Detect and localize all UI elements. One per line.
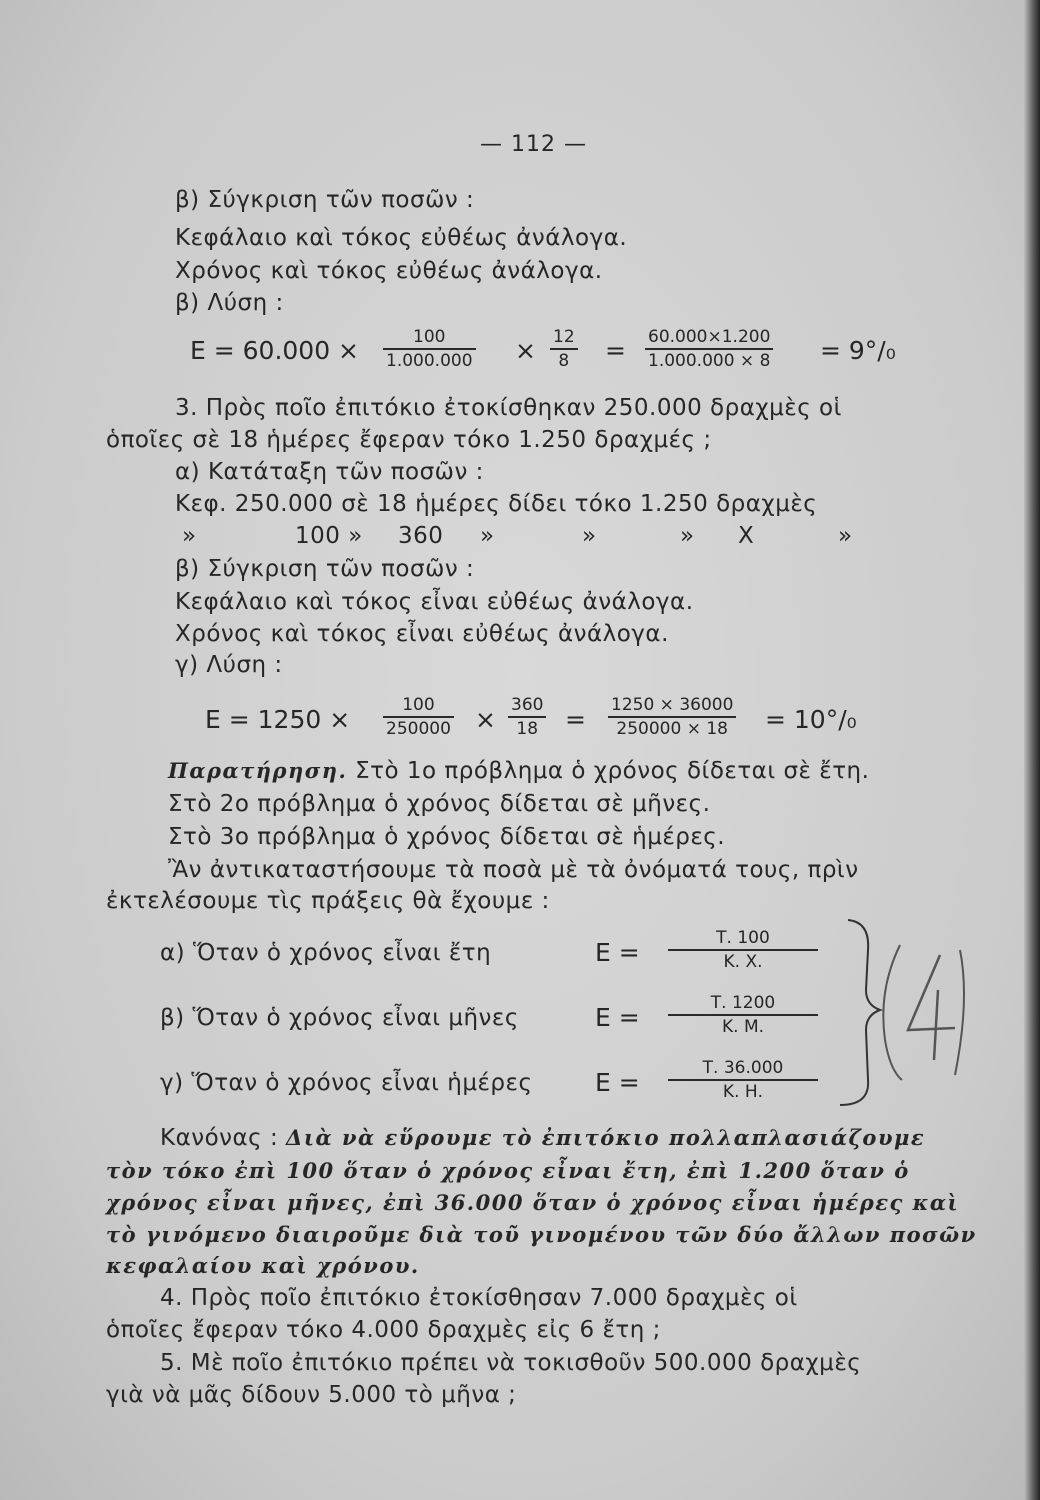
fraction (608, 695, 736, 739)
text-line: Στὸ 3ο πρόβλημα ὁ χρόνος δίδεται σὲ ἡμέρες. (168, 824, 726, 850)
rule-text: κεφαλαίου καὶ χρόνου. (106, 1253, 420, 1278)
times-sign: × (515, 336, 536, 365)
denominator: Κ. Μ. (721, 1017, 765, 1037)
fraction (645, 327, 773, 371)
section-a-arrange: α) Κατάταξη τῶν ποσῶν : (175, 459, 484, 485)
page-edge-shadow (1024, 0, 1040, 1500)
numerator: 360 (511, 695, 544, 715)
problem-5: 5. Μὲ ποῖο ἐπιτόκιο πρέπει νὰ τοκισθοῦν 500.000 δραχμὲς (160, 1350, 862, 1376)
brace-and-handwritten-mark (830, 910, 990, 1110)
observation-line (168, 758, 869, 784)
fraction (668, 928, 818, 972)
equals-sign: E = (595, 938, 640, 967)
numerator: Τ. 1200 (710, 993, 776, 1013)
numerator: 100 (402, 695, 435, 715)
problem-4: ὁποῖες ἔφεραν τόκο 4.000 δραχμὲς εἰς 6 ἔτη ; (106, 1317, 661, 1343)
problem-3: ὁποῖες σὲ 18 ἡμέρες ἔφεραν τόκο 1.250 δραχμές ; (106, 427, 712, 453)
text-line: Κεφάλαιο καὶ τόκος εἶναι εὐθέως ἀνάλογα. (175, 589, 694, 615)
rule-label: Κανόνας : (160, 1125, 279, 1151)
text-line: Στὸ 2ο πρόβλημα ὁ χρόνος δίδεται σὲ μῆνες. (168, 791, 711, 817)
rule-text: τὸ γινόμενο διαιροῦμε διὰ τοῦ γινομένου τῶν δύο ἄλλων ποσῶν (106, 1222, 977, 1247)
ditto-mark: » (480, 523, 495, 549)
equals-sign: = (605, 336, 626, 365)
section-b-compare: β) Σύγκριση τῶν ποσῶν : (175, 187, 475, 213)
rule-text: τὸν τόκο ἐπὶ 100 ὅταν ὁ χρόνος εἶναι ἔτη, ἐπὶ 1.200 ὅταν ὁ (106, 1158, 910, 1183)
ditto-mark: » (582, 523, 597, 549)
equation-lhs: E = 1250 × (205, 705, 351, 734)
rule-text: Διὰ νὰ εὕρουμε τὸ ἐπιτόκιο πολλαπλασιάζουμε (286, 1125, 926, 1150)
rule-text: χρόνος εἶναι μῆνες, ἐπὶ 36.000 ὅταν ὁ χρόνος εἶναι ἡμέρες καὶ (106, 1190, 960, 1215)
numerator: 12 (553, 327, 575, 347)
equals-sign: E = (595, 1003, 640, 1032)
text-line: Χρόνος καὶ τόκος εὐθέως ἀνάλογα. (175, 258, 603, 284)
observation-label: Παρατήρηση. (168, 758, 348, 783)
text-line: Ἂν ἀντικαταστήσουμε τὰ ποσὰ μὲ τὰ ὀνόματά τους, πρὶν (168, 857, 859, 883)
section-solution: γ) Λύση : (175, 652, 283, 678)
ditto-mark: » (838, 523, 853, 549)
problem-3: 3. Πρὸς ποῖο ἐπιτόκιο ἐτοκίσθηκαν 250.000 δραχμὲς οἱ (175, 395, 842, 421)
denominator: 1.000.000 × 8 (648, 351, 771, 371)
numerator: Τ. 100 (716, 928, 770, 948)
page-number: — 112 — (480, 132, 587, 157)
rule-line (160, 1125, 925, 1151)
denominator: 8 (558, 351, 570, 371)
table-cell: 360 (398, 523, 444, 549)
fraction (668, 993, 818, 1037)
denominator: 250000 (386, 719, 451, 739)
table-cell: Χ (738, 523, 755, 549)
ditto-mark: » (680, 523, 695, 549)
numerator: 100 (413, 327, 446, 347)
equals-sign: = (565, 705, 586, 734)
denominator: 18 (516, 719, 539, 739)
problem-5: γιὰ νὰ μᾶς δίδουν 5.000 τὸ μῆνα ; (106, 1382, 517, 1408)
section-solution: β) Λύση : (175, 290, 284, 316)
case-months: β) Ὅταν ὁ χρόνος εἶναι μῆνες (160, 1005, 519, 1031)
problem-4: 4. Πρὸς ποῖο ἐπιτόκιο ἐτοκίσθησαν 7.000 δραχμὲς οἱ (160, 1285, 798, 1311)
table-cell: 100 » (295, 523, 363, 549)
numerator: 60.000×1.200 (648, 327, 771, 347)
numerator: 1250 × 36000 (611, 695, 734, 715)
equation-result: = 9°/₀ (820, 336, 896, 365)
numerator: Τ. 36.000 (702, 1058, 784, 1078)
equation-result: = 10°/₀ (765, 705, 857, 734)
fraction (550, 327, 578, 371)
fraction (508, 695, 546, 739)
ditto-mark: » (182, 523, 197, 549)
case-years: α) Ὅταν ὁ χρόνος εἶναι ἔτη (160, 940, 492, 966)
case-days: γ) Ὅταν ὁ χρόνος εἶναι ἡμέρες (160, 1070, 533, 1096)
times-sign: × (475, 705, 496, 734)
fraction (668, 1058, 818, 1102)
section-b-compare: β) Σύγκριση τῶν ποσῶν : (175, 556, 475, 582)
observation-text: Στὸ 1ο πρόβλημα ὁ χρόνος δίδεται σὲ ἔτη. (347, 758, 870, 784)
denominator: 250000 × 18 (616, 719, 728, 739)
text-line: Χρόνος καὶ τόκος εἶναι εὐθέως ἀνάλογα. (175, 621, 669, 647)
equation-lhs: E = 60.000 × (190, 336, 360, 365)
fraction (383, 327, 476, 371)
text-line: Κεφ. 250.000 σὲ 18 ἡμέρες δίδει τόκο 1.250 δραχμὲς (175, 491, 818, 517)
equals-sign: E = (595, 1068, 640, 1097)
denominator: 1.000.000 (386, 351, 473, 371)
text-line: Κεφάλαιο καὶ τόκος εὐθέως ἀνάλογα. (175, 225, 628, 251)
text-line: ἐκτελέσουμε τὶς πράξεις θὰ ἔχουμε : (106, 888, 550, 914)
denominator: Κ. Η. (722, 1082, 764, 1102)
denominator: Κ. Χ. (723, 952, 763, 972)
fraction (383, 695, 454, 739)
